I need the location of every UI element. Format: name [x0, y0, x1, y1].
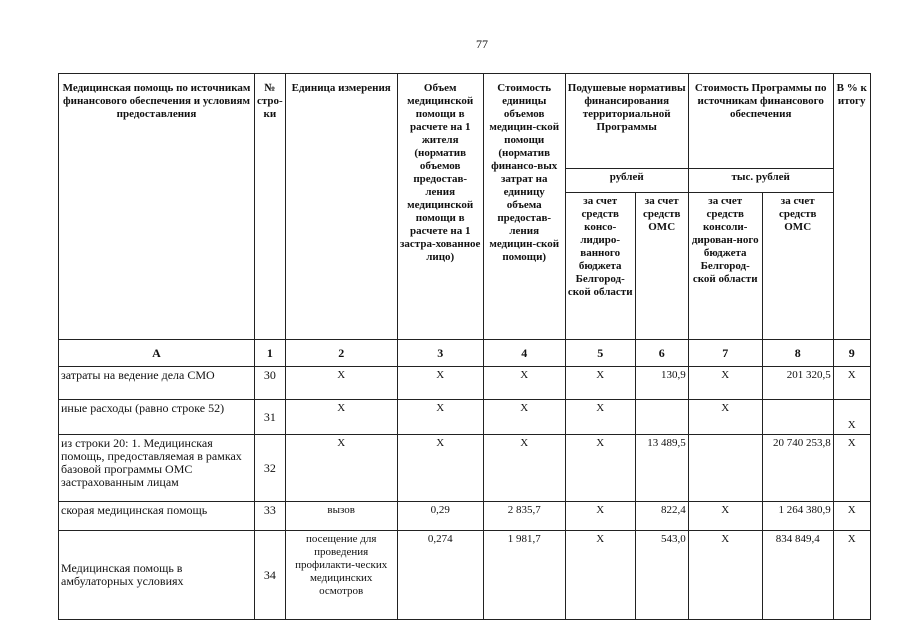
header-col-78: Стоимость Программы по источникам финансового обеспечения — [688, 74, 833, 169]
column-number: 4 — [483, 340, 565, 367]
header-col-3: Объем медицинской помощи в расчете на 1 жителя (норматив объемов предостав-ления медицинской помощи в расчете на 1 застра-хованное лицо) — [397, 74, 483, 340]
cell-col5: Х — [565, 502, 635, 531]
row-number: 31 — [255, 400, 286, 435]
row-label: Медицинская помощь в амбулаторных условиях — [59, 531, 255, 620]
header-col-9-empty — [833, 193, 870, 340]
cell-col6: 543,0 — [635, 531, 688, 620]
cell-volume: 0,29 — [397, 502, 483, 531]
row-label: иные расходы (равно строке 52) — [59, 400, 255, 435]
cell-col5: Х — [565, 367, 635, 400]
row-label: скорая медицинская помощь — [59, 502, 255, 531]
cell-volume: Х — [397, 400, 483, 435]
cell-cost: 1 981,7 — [483, 531, 565, 620]
page-number: 77 — [476, 37, 488, 51]
header-unit-78: тыс. рублей — [688, 169, 833, 193]
cell-unit: вызов — [285, 502, 397, 531]
cell-cost: Х — [483, 367, 565, 400]
row-number: 34 — [255, 531, 286, 620]
cell-col5: Х — [565, 435, 635, 502]
cell-col8: 201 320,5 — [762, 367, 833, 400]
cell-col7: Х — [688, 531, 762, 620]
header-col-5: за счет средств консо-лидиро-ванного бюджета Белгород-ской области — [565, 193, 635, 340]
cell-unit: посещение для проведения профилакти-ческих медицинских осмотров — [285, 531, 397, 620]
cell-cost: 2 835,7 — [483, 502, 565, 531]
cell-col8: 20 740 253,8 — [762, 435, 833, 502]
header-unit-56: рублей — [565, 169, 688, 193]
cell-col9: Х — [833, 531, 870, 620]
column-number: 1 — [255, 340, 286, 367]
cell-col8: 1 264 380,9 — [762, 502, 833, 531]
row-number: 33 — [255, 502, 286, 531]
row-label: из строки 20: 1. Медицинская помощь, предоставляемая в рамках базовой программы ОМС застрахованным лицам — [59, 435, 255, 502]
cell-col8: 834 849,4 — [762, 531, 833, 620]
cell-col7: Х — [688, 400, 762, 435]
cell-cost: Х — [483, 435, 565, 502]
cell-volume: 0,274 — [397, 531, 483, 620]
financing-table — [58, 73, 871, 620]
cell-cost: Х — [483, 400, 565, 435]
cell-col6 — [635, 400, 688, 435]
table-row — [59, 367, 871, 400]
header-col-7: за счет средств консоли-дирован-ного бюджета Белгород-ской области — [688, 193, 762, 340]
header-col-6: за счет средств ОМС — [635, 193, 688, 340]
cell-col8 — [762, 400, 833, 435]
cell-col9: Х — [833, 502, 870, 531]
row-number: 32 — [255, 435, 286, 502]
cell-col5: Х — [565, 400, 635, 435]
cell-col9: Х — [833, 435, 870, 502]
cell-col9: Х — [833, 400, 870, 435]
cell-col9: Х — [833, 367, 870, 400]
column-number: 9 — [833, 340, 870, 367]
column-number: А — [59, 340, 255, 367]
cell-col7: Х — [688, 367, 762, 400]
header-col-56: Подушевые нормативы финансирования территориальной Программы — [565, 74, 688, 169]
cell-col7 — [688, 435, 762, 502]
cell-volume: Х — [397, 367, 483, 400]
column-number: 2 — [285, 340, 397, 367]
cell-col6: 13 489,5 — [635, 435, 688, 502]
cell-col7: Х — [688, 502, 762, 531]
cell-unit: Х — [285, 435, 397, 502]
column-number: 6 — [635, 340, 688, 367]
header-col-a: Медицинская помощь по источникам финансового обеспечения и условиям предоставления — [59, 74, 255, 340]
cell-unit: Х — [285, 367, 397, 400]
column-number: 5 — [565, 340, 635, 367]
column-number: 7 — [688, 340, 762, 367]
table-row — [59, 435, 871, 502]
column-number-row — [59, 340, 871, 367]
row-number: 30 — [255, 367, 286, 400]
table-row — [59, 531, 871, 620]
row-label: затраты на ведение дела СМО — [59, 367, 255, 400]
header-col-9: В % к итогу — [833, 74, 870, 193]
cell-col6: 822,4 — [635, 502, 688, 531]
cell-col6: 130,9 — [635, 367, 688, 400]
header-col-4: Стоимость единицы объемов медицин-ской помощи (норматив финансо-вых затрат на единицу объема предостав-ления медицин-ской помощи) — [483, 74, 565, 340]
table-row — [59, 400, 871, 435]
cell-unit: Х — [285, 400, 397, 435]
header-col-1: № стро-ки — [255, 74, 286, 340]
table-row — [59, 502, 871, 531]
column-number: 3 — [397, 340, 483, 367]
cell-col5: Х — [565, 531, 635, 620]
header-col-2: Единица измерения — [285, 74, 397, 340]
column-number: 8 — [762, 340, 833, 367]
header-col-8: за счет средств ОМС — [762, 193, 833, 340]
cell-volume: Х — [397, 435, 483, 502]
